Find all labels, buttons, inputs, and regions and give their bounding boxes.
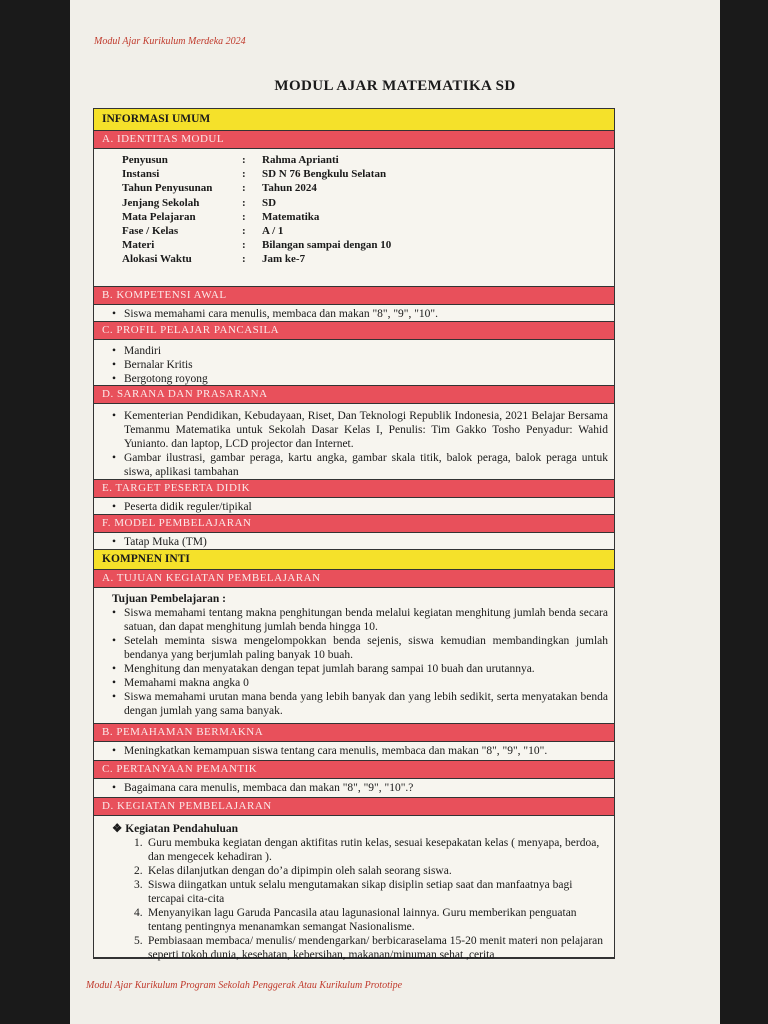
identitas-sep: : (242, 154, 246, 166)
heading-pertanyaan: C. PERTANYAAN PEMANTIK (94, 761, 614, 779)
step-item (134, 906, 608, 934)
step-text: Menyanyikan lagu Garuda Pancasila atau lagunasional lainnya. Guru memberikan penguatan tentang pentingnya menanamkan semangat Nasionalisme. (148, 907, 577, 933)
identitas-value: A / 1 (262, 225, 284, 238)
header-note: Modul Ajar Kurikulum Merdeka 2024 (94, 36, 246, 47)
identitas-grid (104, 153, 608, 267)
heading-kegiatan: D. KEGIATAN PEMBELAJARAN (94, 798, 614, 816)
tujuan-subheading: Tujuan Pembelajaran : (112, 593, 226, 605)
identitas-value: Rahma Aprianti (262, 154, 339, 166)
list-item: • Bernalar Kritis (104, 358, 608, 372)
list-item: • Siswa memahami tentang makna penghitungan benda melalui kegiatan menghitung jumlah benda secara satuan, dan dapat menghitung jumlah benda hingga 10. (104, 606, 608, 634)
step-number: 2. (134, 865, 143, 877)
step-item (134, 836, 608, 864)
heading-target: E. TARGET PESERTA DIDIK (94, 480, 614, 498)
step-item (134, 878, 608, 906)
step-item (134, 864, 608, 878)
identitas-label: Materi (122, 239, 155, 252)
tujuan-list (104, 606, 608, 718)
document-page (70, 0, 720, 1024)
step-text: Pembiasaan membaca/ menulis/ mendengarkan/ berbicaraselama 15-20 menit materi non pelajaran seperti tokoh dunia, kesehatan, kebersihan, makanan/minuman sehat ,cerita (148, 935, 604, 961)
target-block (94, 498, 614, 515)
list-item: • Siswa memahami urutan mana benda yang lebih banyak dan yang lebih sedikit, serta menyatakan benda dengan jumlah yang sama banyak. (104, 690, 608, 718)
identitas-label: Mata Pelajaran (122, 210, 196, 223)
model-block (94, 533, 614, 550)
list-item: • Kementerian Pendidikan, Kebudayaan, Riset, Dan Teknologi Republik Indonesia, 2021 Belajar Bersama Temanmu Matematika untuk Sekolah Dasar Kelas I, Penulis: Tim Gakko Tosho Penyadur: Wahid Yunianto. dan laptop, LCD projector dan Internet. (104, 409, 608, 451)
diamond-bullet-icon: ❖ (112, 823, 123, 835)
list-item: • Siswa memahami cara menulis, membaca dan makan "8", "9", "10". (104, 307, 608, 321)
identitas-sep: : (242, 239, 246, 252)
heading-kompetensi-awal: B. KOMPETENSI AWAL (94, 287, 614, 305)
heading-profil: C. PROFIL PELAJAR PANCASILA (94, 322, 614, 340)
identitas-sep: : (242, 168, 246, 181)
list-item: • Bagaimana cara menulis, membaca dan makan "8", "9", "10".? (104, 781, 608, 795)
model-list (104, 535, 608, 549)
step-number: 3. (134, 879, 143, 891)
footer-note: Modul Ajar Kurikulum Program Sekolah Penggerak Atau Kurikulum Prototipe (86, 980, 403, 991)
pertanyaan-list (104, 781, 608, 795)
list-item: • Peserta didik reguler/tipikal (104, 500, 608, 514)
pertanyaan-block (94, 779, 614, 798)
section-informasi-umum: INFORMASI UMUM (94, 109, 614, 131)
identitas-label: Fase / Kelas (122, 225, 179, 238)
identitas-sep: : (242, 210, 246, 223)
target-list (104, 500, 608, 514)
list-item: • Tatap Muka (TM) (104, 535, 608, 549)
identitas-value: Tahun 2024 (262, 182, 317, 195)
pemahaman-block (94, 742, 614, 761)
identitas-value: Matematika (262, 210, 320, 223)
identitas-sep: : (242, 196, 246, 209)
list-item: • Meningkatkan kemampuan siswa tentang cara menulis, membaca dan makan "8", "9", "10". (104, 744, 608, 758)
identitas-sep: : (242, 182, 246, 195)
identitas-label: Tahun Penyusunan (122, 182, 213, 195)
list-item: • Setelah meminta siswa mengelompokkan benda sejenis, siswa kemudian membandingkan jumlah bendanya yang berjumlah paling banyak 10 buah. (104, 634, 608, 662)
identitas-value: Jam ke-7 (262, 253, 306, 266)
heading-tujuan: A. TUJUAN KEGIATAN PEMBELAJARAN (94, 570, 614, 588)
identitas-value: SD N 76 Bengkulu Selatan (262, 168, 387, 181)
tujuan-block (94, 588, 614, 724)
identitas-label: Jenjang Sekolah (122, 196, 200, 209)
identitas-label: Alokasi Waktu (122, 253, 192, 266)
heading-sarana: D. SARANA DAN PRASARANA (94, 386, 614, 404)
step-number: 4. (134, 907, 143, 919)
profil-list (104, 344, 608, 386)
step-text: Siswa diingatkan untuk selalu mengutamakan sikap disiplin setiap saat dan manfaatnya bagi tercapai cita-cita (148, 879, 573, 905)
list-item: • Memahami makna angka 0 (104, 676, 608, 690)
pemahaman-list (104, 744, 608, 758)
page-title: MODUL AJAR MATEMATIKA SD (274, 78, 516, 94)
identitas-value: SD (262, 196, 277, 209)
identitas-block (94, 149, 614, 287)
sarana-list (104, 409, 608, 479)
kegiatan-subheading: ❖ Kegiatan Pendahuluan (112, 823, 238, 835)
module-table (93, 108, 615, 959)
heading-identitas: A. IDENTITAS MODUL (94, 131, 614, 149)
list-item: • Menghitung dan menyatakan dengan tepat jumlah barang sampai 10 buah dan urutannya. (104, 662, 608, 676)
heading-pemahaman: B. PEMAHAMAN BERMAKNA (94, 724, 614, 742)
kompetensi-awal-list (104, 307, 608, 321)
identitas-sep: : (242, 225, 246, 238)
sarana-block (94, 404, 614, 480)
identitas-label: Penyusun (122, 154, 168, 166)
kegiatan-steps (104, 836, 608, 962)
list-item: • Gambar ilustrasi, gambar peraga, kartu angka, gambar skala titik, balok peraga, balok peraga untuk siswa, aplikasi tambahan (104, 451, 608, 479)
step-item (134, 934, 608, 962)
identitas-value: Bilangan sampai dengan 10 (262, 239, 392, 252)
kegiatan-block (94, 816, 614, 961)
list-item: • Mandiri (104, 344, 608, 358)
section-komponen-inti: KOMPNEN INTI (94, 550, 614, 570)
heading-model: F. MODEL PEMBELAJARAN (94, 515, 614, 533)
identitas-label: Instansi (122, 168, 160, 181)
profil-block (94, 340, 614, 386)
list-item: • Bergotong royong (104, 372, 608, 386)
step-number: 1. (134, 837, 143, 849)
kompetensi-awal-block (94, 305, 614, 322)
step-number: 5. (134, 935, 143, 947)
identitas-sep: : (242, 253, 246, 266)
step-text: Kelas dilanjutkan dengan do’a dipimpin oleh salah seorang siswa. (148, 865, 452, 877)
step-text: Guru membuka kegiatan dengan aktifitas rutin kelas, sesuai kesepakatan kelas ( menyapa, berdoa, dan mengecek kehadiran ). (148, 837, 600, 863)
